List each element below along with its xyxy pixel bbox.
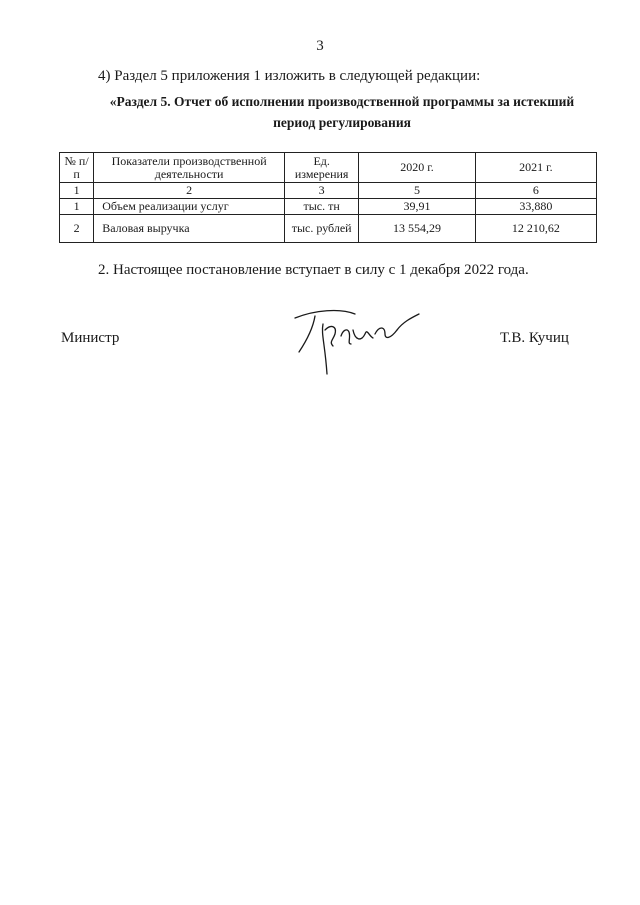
header-cell-2021: 2021 г. [475,153,596,183]
unit-cell: тыс. рублей [285,215,359,243]
production-program-report-table [59,152,597,243]
column-number-cell: 2 [94,183,285,199]
page-number: 3 [316,38,324,54]
table-header-row [60,153,597,183]
indicator-cell: Объем реализации услуг [94,199,285,215]
section-title-line-2: период регулирования [273,115,411,130]
handwritten-signature [285,300,425,380]
row-number-cell: 1 [60,199,94,215]
header-cell-number: № п/п [60,153,94,183]
value-2021-cell: 33,880 [475,199,596,215]
signatory-role: Министр [61,330,120,346]
signatory-name: Т.В. Кучиц [500,330,569,346]
column-numbers-row [60,183,597,199]
column-number-cell: 6 [475,183,596,199]
section-title-line-1: «Раздел 5. Отчет об исполнении производственной программы за истекший [109,94,575,109]
header-cell-2020: 2020 г. [359,153,475,183]
header-cell-unit: Ед. измерения [285,153,359,183]
value-2020-cell: 39,91 [359,199,475,215]
effective-date-paragraph: 2. Настоящее постановление вступает в силу с 1 декабря 2022 года. [98,262,529,278]
amendment-item-text: 4) Раздел 5 приложения 1 изложить в следующей редакции: [98,68,481,84]
row-number-cell: 2 [60,215,94,243]
table-row [60,215,597,243]
value-2021-cell: 12 210,62 [475,215,596,243]
unit-cell: тыс. тн [285,199,359,215]
indicator-cell: Валовая выручка [94,215,285,243]
column-number-cell: 5 [359,183,475,199]
column-number-cell: 1 [60,183,94,199]
column-number-cell: 3 [285,183,359,199]
section-title [92,91,592,133]
value-2020-cell: 13 554,29 [359,215,475,243]
table-row [60,199,597,215]
header-cell-indicator: Показатели производственной деятельности [94,153,285,183]
